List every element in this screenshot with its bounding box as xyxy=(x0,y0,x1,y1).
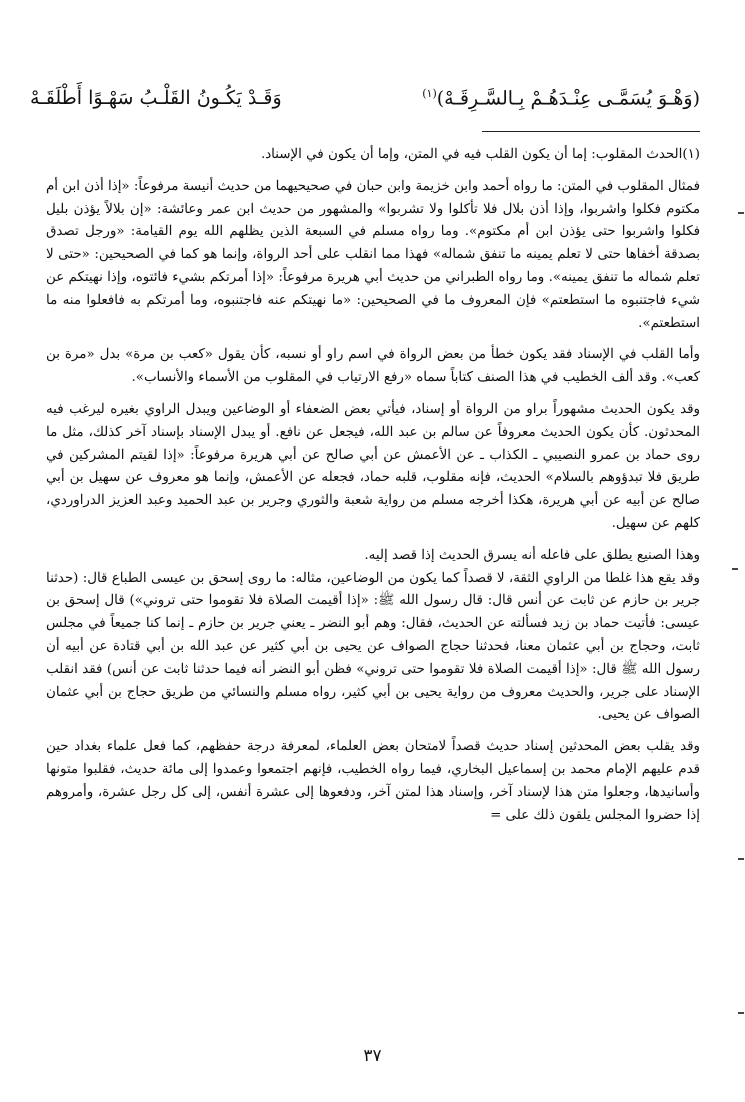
paragraph-famous-hadith: وقد يكون الحديث مشهوراً براو من الرواة أو إسناد، فيأتي بعض الضعفاء أو الوضاعين ويبدل الراوي بغيره ليرغب فيه المحدثون. كأن يكون الحديث معروفاً عن سالم بن عبد الله، فيجعل عن نافع. أو يبدل الإسناد بإسناد آخر كذلك، مثل ما روى حماد بن عمرو النصيبي ـ الكذاب ـ عن الأعمش عن أبي صالح عن أبي هريرة مرفوعاً: «إذا لقيتم المشركين في طريق فلا تبدؤوهم بالسلام» الحديث، فإنه مقلوب، قلبه حماد، فجعله عن الأعمش، وإنما هو معروف عن سهيل بن أبي صالح عن أبيه عن أبي هريرة، هكذا أخرجه مسلم من رواية شعبة والثوري وجرير بن عبد الحميد وعبد العزيز الدراوردي، كلهم عن سهيل. xyxy=(46,401,700,531)
paragraph-matn-example: فمثال المقلوب في المتن: ما رواه أحمد وابن خزيمة وابن حبان في صحيحيهما من حديث أنيسة مرفوعاً: «إذا أذن ابن أم مكتوم فكلوا واشربوا، وإذا أذن بلال فلا تأكلوا ولا تشربوا» والمشهور من حديث ابن عمر وعائشة: «إن بلالاً يؤذن بليل فكلوا واشربوا حتى يؤذن ابن أم مكتوم». وما رواه مسلم في السبعة الذين يظلهم الله يوم القيامة: «ورجل تصدق بصدقة أخفاها حتى لا تعلم يمينه ما تنفق شماله» فهذا مما انقلب على أحد الرواة، وإنما هو كما في الصحيحين: «حتى لا تعلم شماله ما تنفق يمينه». وما رواه الطبراني من حديث أبي هريرة مرفوعاً: «إذا أمرتكم بشيء فائتوه، وإذا نهيتكم عن شيء فاجتنبوه ما استطعتم» فإن المعروف ما في الصحيحين: «ما نهيتكم عنه فاجتنبوه، وما أمرتكم به فافعلوا منه ما استطعتم». xyxy=(46,178,700,331)
verse-left-hemistich: وَقَـدْ يَكُـونُ القَلْـبُ سَهْـوًا أَطْلَقَـهْ xyxy=(30,87,282,109)
footnote-intro: (١)الحدث المقلوب: إما أن يكون القلب فيه في المتن، وإما أن يكون في الإسناد. xyxy=(260,147,700,162)
page-number: ٣٧ xyxy=(363,1046,382,1066)
margin-mark xyxy=(738,858,744,860)
verse-line xyxy=(30,78,700,118)
paragraph-reliable-error: وقد يقع هذا غلطا من الراوي الثقة، لا قصداً كما يكون من الوضاعين، مثاله: ما روى إسحق بن عيسى الطباع قال: (حدثنا جرير بن حازم عن ثابت عن أنس قال: قال رسول الله ﷺ: «إذا أقيمت الصلاة فلا تقوموا حتى تروني») قال إسحق بن عيسى: فأتيت حماد بن زيد فسألته عن الحديث، فقال: وهم أبو النضر ـ يعني جرير بن حازم ـ إنما كنا جميعاً في مجلس ثابت، وحجاج بن أبي عثمان معنا، فحدثنا حجاج الصواف عن يحيى بن أبي كثير عن عبد الله بن أبي قتادة عن أبيه أن رسول الله ﷺ قال: «إذا أقيمت الصلاة فلا تقوموا حتى تروني» فظن أبو النضر أنه فيما حدثنا ثابت عن أنس) فقد انقلب الإسناد على جرير، والحديث معروف من رواية يحيى بن أبي كثير، رواه مسلم والنسائي من طريق حجاج بن أبي عثمان الصواف عن يحيى. xyxy=(46,570,700,723)
margin-mark xyxy=(738,1012,744,1014)
margin-mark xyxy=(738,212,744,214)
verse-right-hemistich xyxy=(422,87,700,109)
paragraph-isnad-inversion: وأما القلب في الإسناد فقد يكون خطأ من بعض الرواة في اسم راو أو نسبه، كأن يقول «كعب بن مرة» بدل «مرة بن كعب». وقد ألف الخطيب في هذا الصنف كتاباً سماه «رفع الارتياب في المقلوب من الأسماء والأنساب». xyxy=(46,347,700,386)
footnote-marker: (١) xyxy=(422,86,437,100)
margin-mark xyxy=(732,568,738,570)
paragraph-theft-note: وهذا الصنيع يطلق على فاعله أنه يسرق الحديث إذا قصد إليه. xyxy=(364,547,700,563)
verse-right-text: (وَهْـوَ يُسَمَّـى عِنْـدَهُـمْ بِـالسَّـرِقَـهْ) xyxy=(436,87,700,110)
footnote-separator xyxy=(482,131,700,132)
footnote-body xyxy=(46,144,700,836)
paragraph-testing-scholars: وقد يقلب بعض المحدثين إسناد حديث قصداً لامتحان بعض العلماء، لمعرفة درجة حفظهم، كما فعل علماء بغداد حين قدم عليهم الإمام محمد بن إسماعيل البخاري، فيما رواه الخطيب، فإنهم اجتمعوا وعمدوا إلى مائة حديث، فقلبوا متونها وأسانيدها، وجعلوا متن هذا لإسناد آخر، وإسناد هذا لمتن آخر، ودفعوها إلى عشرة أنفس، إلى كل رجل عشرة، وأمروهم إذا حضروا المجلس يلقون ذلك على = xyxy=(46,739,700,823)
